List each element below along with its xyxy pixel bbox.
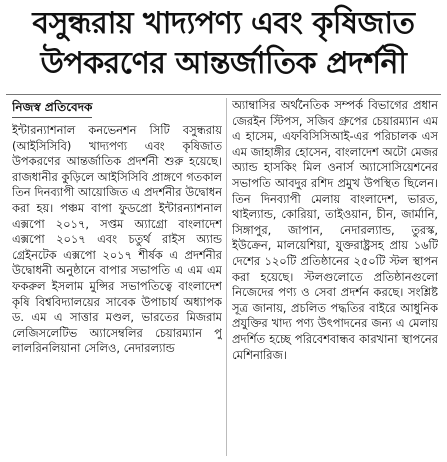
headline-line-1: বসুন্ধরায় খাদ্যপণ্য এবং কৃষিজাত (32, 6, 415, 41)
article-column-right (232, 98, 438, 462)
headline (0, 4, 447, 84)
headline-line-2: উপকরণের আন্তর্জাতিক প্রদর্শনী (40, 46, 407, 81)
article-body-right: অ্যাম্বাসির অর্থনৈতিক সম্পর্ক বিভাগের প্রধান জেরইন স্টিপস, সজিব গ্রুপের চেয়ারম্যান এম এ হাসেম, এফবিসিসিআই-এর পরিচালক এস এম জাহাঙ্গীর হোসেন, বাংলাদেশ অটো মেজর অ্যান্ড হাসকিং মিল ওনার্স অ্যাসোসিয়েশনের সভাপতি আবদুর রশিদ প্রমুখ উপস্থিত ছিলেন। তিন দিনব্যাপী মেলায় বাংলাদেশ, ভারত, থাইল্যান্ড, কোরিয়া, তাইওয়ান, চীন, জার্মানি, সিঙ্গাপুর, জাপান, নেদারল্যান্ড, তুরস্ক, ইউক্রেন, মালয়েশিয়া, যুক্তরাষ্ট্রসহ প্রায় ১৬টি দেশের ১২০টি প্রতিষ্ঠানের ২৫০টি স্টল স্থাপন করা হয়েছে। স্টলগুলোতে প্রতিষ্ঠানগুলো নিজেদের পণ্য ও সেবা প্রদর্শন করছে। সংশ্লিষ্ট সূত্র জানায়, প্রচলিত পদ্ধতির বাইরে আধুনিক প্রযুক্তির খাদ্য পণ্য উৎপাদনের জন্য এ মেলায় প্রদর্শিত হচ্ছে পরিবেশবান্ধব কারখানা স্থাপনের মেশিনারিজ। (232, 98, 438, 362)
article-column-left (12, 98, 222, 462)
article-body-left: ইন্টারন্যাশনাল কনভেনশন সিটি বসুন্ধরায় (আইসিসিবি) খাদ্যপণ্য এবং কৃষিজাত উপকরণের আন্তর্জাতিক প্রদর্শনী শুরু হয়েছে। রাজধানীর কুড়িলে আইসিসিবি প্রাঙ্গণে গতকাল তিন দিনব্যাপী আয়োজিত এ প্রদর্শনীর উদ্বোধন করা হয়। পঞ্চম বাপা ফুডপ্রো ইন্টারন্যাশনাল এক্সপো ২০১৭, সপ্তম অ্যাগ্রো বাংলাদেশ এক্সপো ২০১৭ এবং চতুর্থ রাইস অ্যান্ড গ্রেইনটেক এক্সপো ২০১৭ শীর্ষক এ প্রদর্শনীর উদ্বোধনী অনুষ্ঠানে বাপার সভাপতি এ এম এম ফকরুল ইসলাম মুন্সির সভাপতিত্বে বাংলাদেশ কৃষি বিশ্ববিদ্যালয়ের সাবেক উপাচার্য অধ্যাপক ড. এম এ সাত্তার মণ্ডল, ভারতের মিজরাম লেজিসলেটিভ অ্যাসেম্বলির চেয়ারম্যান পু লালরিনলিয়ানা সেলিও, নেদারল্যান্ড (12, 123, 222, 356)
headline-rule (6, 94, 441, 95)
byline: নিজস্ব প্রতিবেদক (12, 98, 92, 118)
column-divider (226, 98, 227, 456)
